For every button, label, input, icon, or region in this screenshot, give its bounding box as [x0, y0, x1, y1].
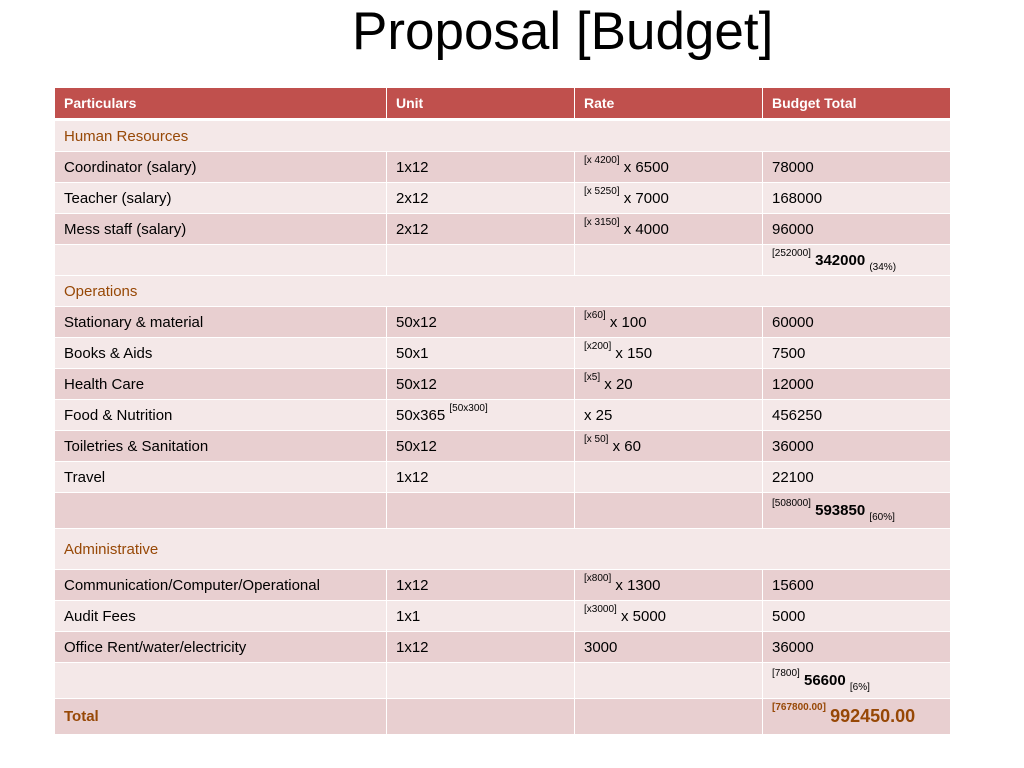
subtotal-row-human-resources — [55, 245, 951, 276]
particular-cell: Mess staff (salary) — [55, 214, 387, 245]
unit-cell: 2x12 — [387, 214, 575, 245]
total-cell: 78000 — [763, 152, 951, 183]
rate-cell — [575, 400, 763, 431]
empty-cell — [575, 663, 763, 699]
rate-value: x 7000 — [623, 189, 669, 207]
particular-cell: Books & Aids — [55, 338, 387, 369]
rate-value: x 5000 — [620, 607, 667, 625]
rate-note: [x60] — [584, 309, 606, 321]
total-cell: 15600 — [763, 570, 951, 601]
subtotal-percent: [6%] — [849, 682, 870, 693]
table-row — [55, 431, 951, 462]
particular-cell: Communication/Computer/Operational — [55, 570, 387, 601]
empty-cell — [55, 663, 387, 699]
rate-note: [x200] — [584, 340, 612, 352]
particular-cell: Audit Fees — [55, 601, 387, 632]
subtotal-percent: (34%) — [869, 261, 897, 273]
subtotal-percent: [60%] — [869, 512, 895, 523]
total-cell: 36000 — [763, 431, 951, 462]
subtotal-value: 342000 — [815, 251, 866, 269]
unit-cell: 50x12 — [387, 431, 575, 462]
rate-value: x 1300 — [615, 576, 661, 594]
unit-cell — [387, 400, 575, 431]
rate-cell — [575, 601, 763, 632]
rate-note: [x 4200] — [584, 154, 620, 166]
particular-cell: Food & Nutrition — [55, 400, 387, 431]
table-row — [55, 632, 951, 663]
rate-value: x 100 — [609, 313, 647, 331]
particular-cell: Teacher (salary) — [55, 183, 387, 214]
rate-note: [x 50] — [584, 433, 609, 445]
table-row — [55, 400, 951, 431]
grand-total-value: 992450.00 — [830, 706, 916, 726]
rate-cell — [575, 183, 763, 214]
unit-cell: 50x12 — [387, 369, 575, 400]
rate-note: [x5] — [584, 371, 601, 383]
unit-cell: 1x12 — [387, 152, 575, 183]
unit-note: [50x300] — [449, 402, 488, 414]
subtotal-row-administrative — [55, 663, 951, 699]
total-cell: 36000 — [763, 632, 951, 663]
unit-value: 50x365 — [396, 406, 446, 424]
header-particulars: Particulars — [55, 88, 387, 120]
unit-cell: 50x1 — [387, 338, 575, 369]
rate-value: x 25 — [584, 406, 613, 424]
section-row-administrative — [55, 529, 951, 570]
rate-note: [x 3150] — [584, 216, 620, 228]
rate-cell — [575, 307, 763, 338]
rate-note: [x800] — [584, 572, 612, 584]
budget-table — [54, 87, 951, 735]
table-row — [55, 601, 951, 632]
table-row — [55, 369, 951, 400]
rate-note: [x3000] — [584, 603, 617, 615]
table-row — [55, 214, 951, 245]
total-cell: 7500 — [763, 338, 951, 369]
rate-cell — [575, 338, 763, 369]
total-cell: 5000 — [763, 601, 951, 632]
subtotal-row-operations — [55, 493, 951, 529]
grand-total-label: Total — [55, 699, 387, 735]
empty-cell — [55, 493, 387, 529]
unit-cell: 1x12 — [387, 462, 575, 493]
rate-cell — [575, 369, 763, 400]
unit-cell: 1x1 — [387, 601, 575, 632]
total-cell: 168000 — [763, 183, 951, 214]
page-title: Proposal [Budget] — [352, 2, 774, 61]
subtotal-cell — [763, 493, 951, 529]
unit-cell: 1x12 — [387, 632, 575, 663]
grand-total-cell — [763, 699, 951, 735]
subtotal-note: [508000] — [772, 498, 811, 509]
subtotal-note: [252000] — [772, 247, 811, 259]
rate-note: [x 5250] — [584, 185, 620, 197]
total-cell: 96000 — [763, 214, 951, 245]
table-header-row — [55, 88, 951, 120]
rate-value: x 20 — [604, 375, 633, 393]
rate-cell — [575, 632, 763, 663]
rate-cell — [575, 431, 763, 462]
total-cell: 456250 — [763, 400, 951, 431]
subtotal-value: 56600 — [803, 672, 846, 689]
particular-cell: Travel — [55, 462, 387, 493]
header-unit: Unit — [387, 88, 575, 120]
section-label-administrative: Administrative — [55, 529, 951, 570]
grand-total-note: [767800.00] — [772, 702, 826, 713]
table-row — [55, 570, 951, 601]
empty-cell — [575, 493, 763, 529]
subtotal-cell — [763, 663, 951, 699]
section-label-operations: Operations — [55, 276, 951, 307]
empty-cell — [387, 493, 575, 529]
rate-cell — [575, 152, 763, 183]
rate-cell — [575, 214, 763, 245]
table-row — [55, 462, 951, 493]
table-row — [55, 338, 951, 369]
rate-cell — [575, 462, 763, 493]
empty-cell — [387, 699, 575, 735]
particular-cell: Coordinator (salary) — [55, 152, 387, 183]
total-cell: 12000 — [763, 369, 951, 400]
unit-cell: 2x12 — [387, 183, 575, 214]
section-row-operations — [55, 276, 951, 307]
grand-total-row — [55, 699, 951, 735]
empty-cell — [575, 245, 763, 276]
table-row — [55, 183, 951, 214]
rate-cell — [575, 570, 763, 601]
header-rate: Rate — [575, 88, 763, 120]
section-row-human-resources — [55, 120, 951, 152]
empty-cell — [387, 245, 575, 276]
unit-cell: 50x12 — [387, 307, 575, 338]
subtotal-value: 593850 — [815, 502, 866, 519]
header-budget-total: Budget Total — [763, 88, 951, 120]
particular-cell: Health Care — [55, 369, 387, 400]
particular-cell: Stationary & material — [55, 307, 387, 338]
subtotal-cell — [763, 245, 951, 276]
total-cell: 22100 — [763, 462, 951, 493]
empty-cell — [575, 699, 763, 735]
total-cell: 60000 — [763, 307, 951, 338]
section-label-human-resources: Human Resources — [55, 120, 951, 152]
unit-cell: 1x12 — [387, 570, 575, 601]
rate-value: 3000 — [584, 638, 618, 656]
table-row — [55, 152, 951, 183]
empty-cell — [387, 663, 575, 699]
rate-value: x 4000 — [623, 220, 669, 238]
particular-cell: Office Rent/water/electricity — [55, 632, 387, 663]
rate-value: x 6500 — [623, 158, 669, 176]
particular-cell: Toiletries & Sanitation — [55, 431, 387, 462]
rate-value: x 150 — [615, 344, 653, 362]
subtotal-note: [7800] — [772, 668, 800, 679]
empty-cell — [55, 245, 387, 276]
table-row — [55, 307, 951, 338]
rate-value: x 60 — [612, 437, 641, 455]
